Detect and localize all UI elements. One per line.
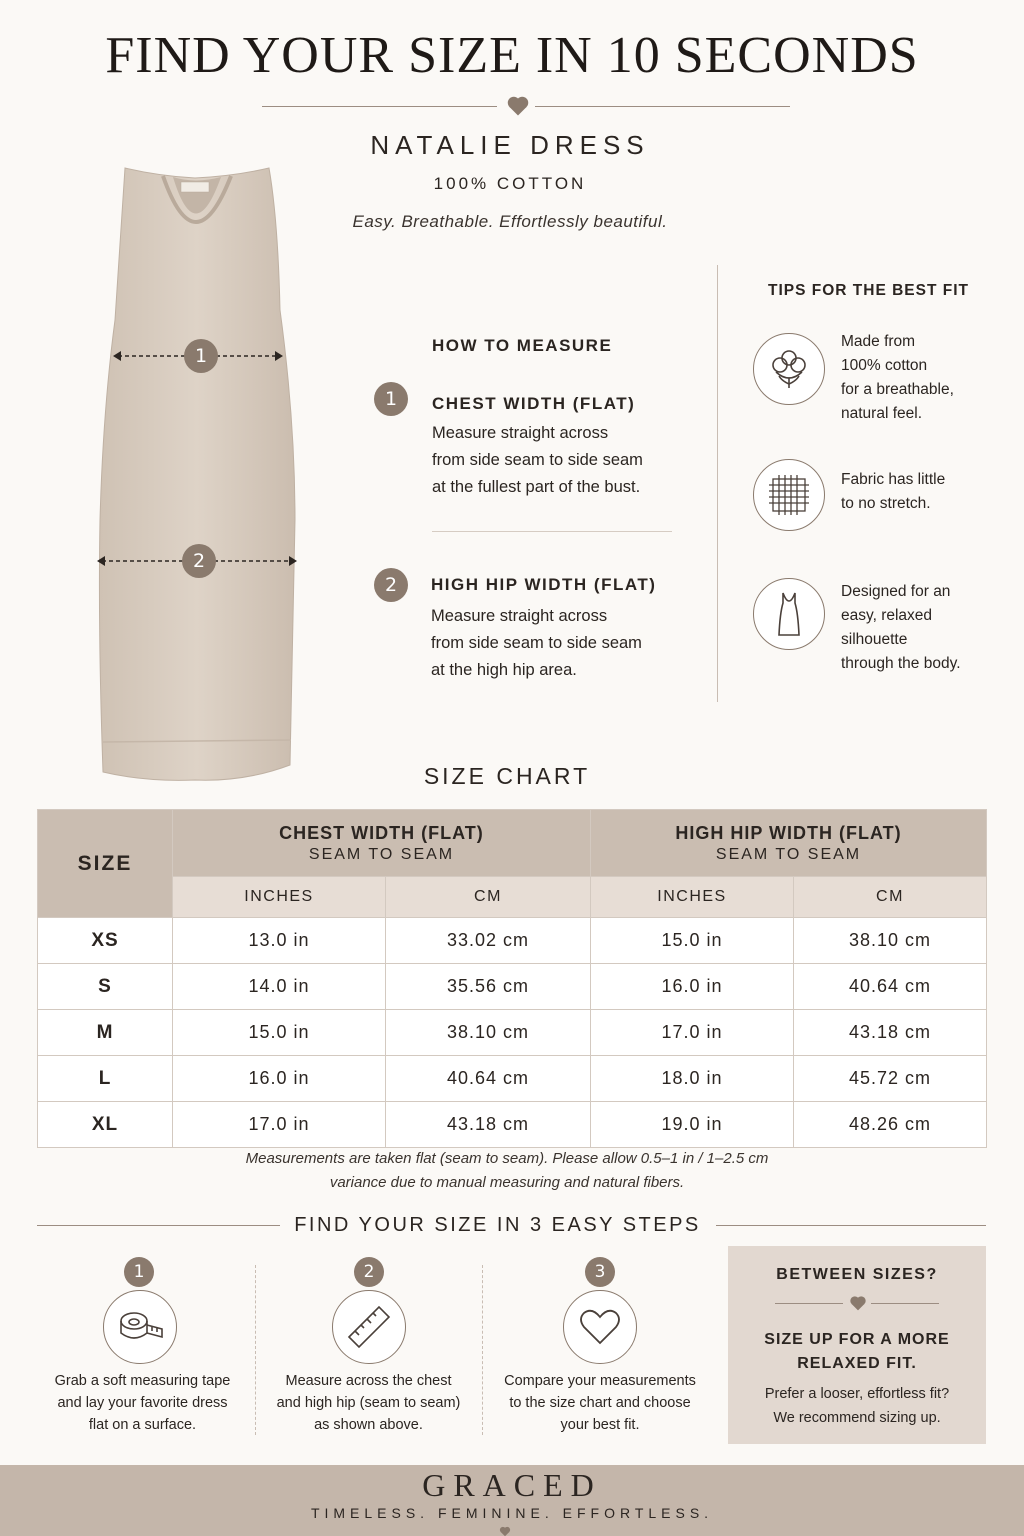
easy-step-1-text: Grab a soft measuring tape and lay your favorite dress flat on a surface. bbox=[54, 1373, 231, 1433]
product-tagline: Easy. Breathable. Effortlessly beautiful. bbox=[352, 212, 668, 231]
unit-header: CM bbox=[794, 877, 987, 918]
divider bbox=[37, 1225, 280, 1226]
column-divider bbox=[717, 265, 718, 702]
chest-width-instructions: Measure straight across from side seam to side seam at the fullest part of the bust. bbox=[432, 424, 643, 496]
page-title: FIND YOUR SIZE IN 10 SECONDS bbox=[105, 27, 919, 84]
chest-width-label: CHEST WIDTH (FLAT) bbox=[432, 394, 636, 413]
easy-step-2-text: Measure across the chest and high hip (seam to seam) as shown above. bbox=[276, 1373, 461, 1433]
easy-step-number-2: 2 bbox=[354, 1257, 384, 1287]
measurement-note: Measurements are taken flat (seam to seam). Please allow 0.5–1 in / 1–2.5 cm variance due to manual measuring and natural fibers. bbox=[245, 1150, 769, 1191]
cotton-icon bbox=[753, 333, 825, 405]
size-chart-title: SIZE CHART bbox=[423, 763, 591, 789]
dress-outline-icon bbox=[753, 578, 825, 650]
table-row: M 15.0 in 38.10 cm 17.0 in 43.18 cm bbox=[38, 1010, 987, 1056]
tips-heading: TIPS FOR THE BEST FIT bbox=[768, 282, 969, 299]
divider bbox=[262, 106, 497, 107]
between-sizes-heading: BETWEEN SIZES? bbox=[776, 1266, 938, 1283]
easy-step-3-text: Compare your measurements to the size chart and choose your best fit. bbox=[504, 1373, 696, 1433]
easy-step-number-3: 3 bbox=[585, 1257, 615, 1287]
step-number-1: 1 bbox=[374, 382, 408, 416]
dress-image bbox=[95, 160, 300, 785]
unit-header: CM bbox=[386, 877, 591, 918]
easy-step-number-1: 1 bbox=[124, 1257, 154, 1287]
heart-icon bbox=[510, 99, 527, 116]
divider bbox=[716, 1225, 986, 1226]
how-to-measure-heading: HOW TO MEASURE bbox=[432, 336, 613, 355]
unit-header: INCHES bbox=[591, 877, 794, 918]
heart-icon bbox=[563, 1290, 637, 1364]
tip-stretch-text: Fabric has little to no stretch. bbox=[841, 471, 946, 512]
size-column-header: SIZE bbox=[38, 810, 173, 918]
divider bbox=[535, 106, 790, 107]
tip-silhouette-text: Designed for an easy, relaxed silhouette through the body. bbox=[841, 583, 961, 672]
measure-marker-1: 1 bbox=[184, 339, 218, 373]
table-row: L 16.0 in 40.64 cm 18.0 in 45.72 cm bbox=[38, 1056, 987, 1102]
tip-cotton-text: Made from 100% cotton for a breathable, natural feel. bbox=[841, 333, 954, 422]
measure-marker-2: 2 bbox=[182, 544, 216, 578]
table-row: S 14.0 in 35.56 cm 16.0 in 40.64 cm bbox=[38, 964, 987, 1010]
table-row: XS 13.0 in 33.02 cm 15.0 in 38.10 cm bbox=[38, 918, 987, 964]
divider bbox=[871, 1303, 939, 1304]
hip-group-header: HIGH HIP WIDTH (FLAT) SEAM TO SEAM bbox=[591, 810, 987, 877]
step-divider bbox=[255, 1265, 256, 1435]
brand-tagline: TIMELESS. FEMININE. EFFORTLESS. bbox=[310, 1505, 714, 1521]
size-chart-table bbox=[37, 809, 987, 1148]
high-hip-width-label: HIGH HIP WIDTH (FLAT) bbox=[431, 575, 657, 594]
product-material: 100% COTTON bbox=[433, 174, 587, 193]
size-up-detail: Prefer a looser, effortless fit? We recommend sizing up. bbox=[764, 1386, 950, 1426]
step-number-2: 2 bbox=[374, 568, 408, 602]
step-divider bbox=[482, 1265, 483, 1435]
ruler-icon bbox=[332, 1290, 406, 1364]
measuring-tape-icon bbox=[103, 1290, 177, 1364]
table-row: XL 17.0 in 43.18 cm 19.0 in 48.26 cm bbox=[38, 1102, 987, 1148]
product-name: NATALIE DRESS bbox=[370, 130, 650, 160]
size-up-advice: SIZE UP FOR A MORE RELAXED FIT. bbox=[764, 1331, 950, 1372]
fabric-grid-icon bbox=[753, 459, 825, 531]
divider bbox=[775, 1303, 843, 1304]
easy-steps-heading: FIND YOUR SIZE IN 3 EASY STEPS bbox=[294, 1214, 701, 1236]
brand-name: GRACED bbox=[422, 1467, 602, 1503]
high-hip-instructions: Measure straight across from side seam to side seam at the high hip area. bbox=[431, 607, 642, 679]
divider bbox=[432, 531, 672, 532]
unit-header: INCHES bbox=[173, 877, 386, 918]
chest-group-header: CHEST WIDTH (FLAT) SEAM TO SEAM bbox=[173, 810, 591, 877]
